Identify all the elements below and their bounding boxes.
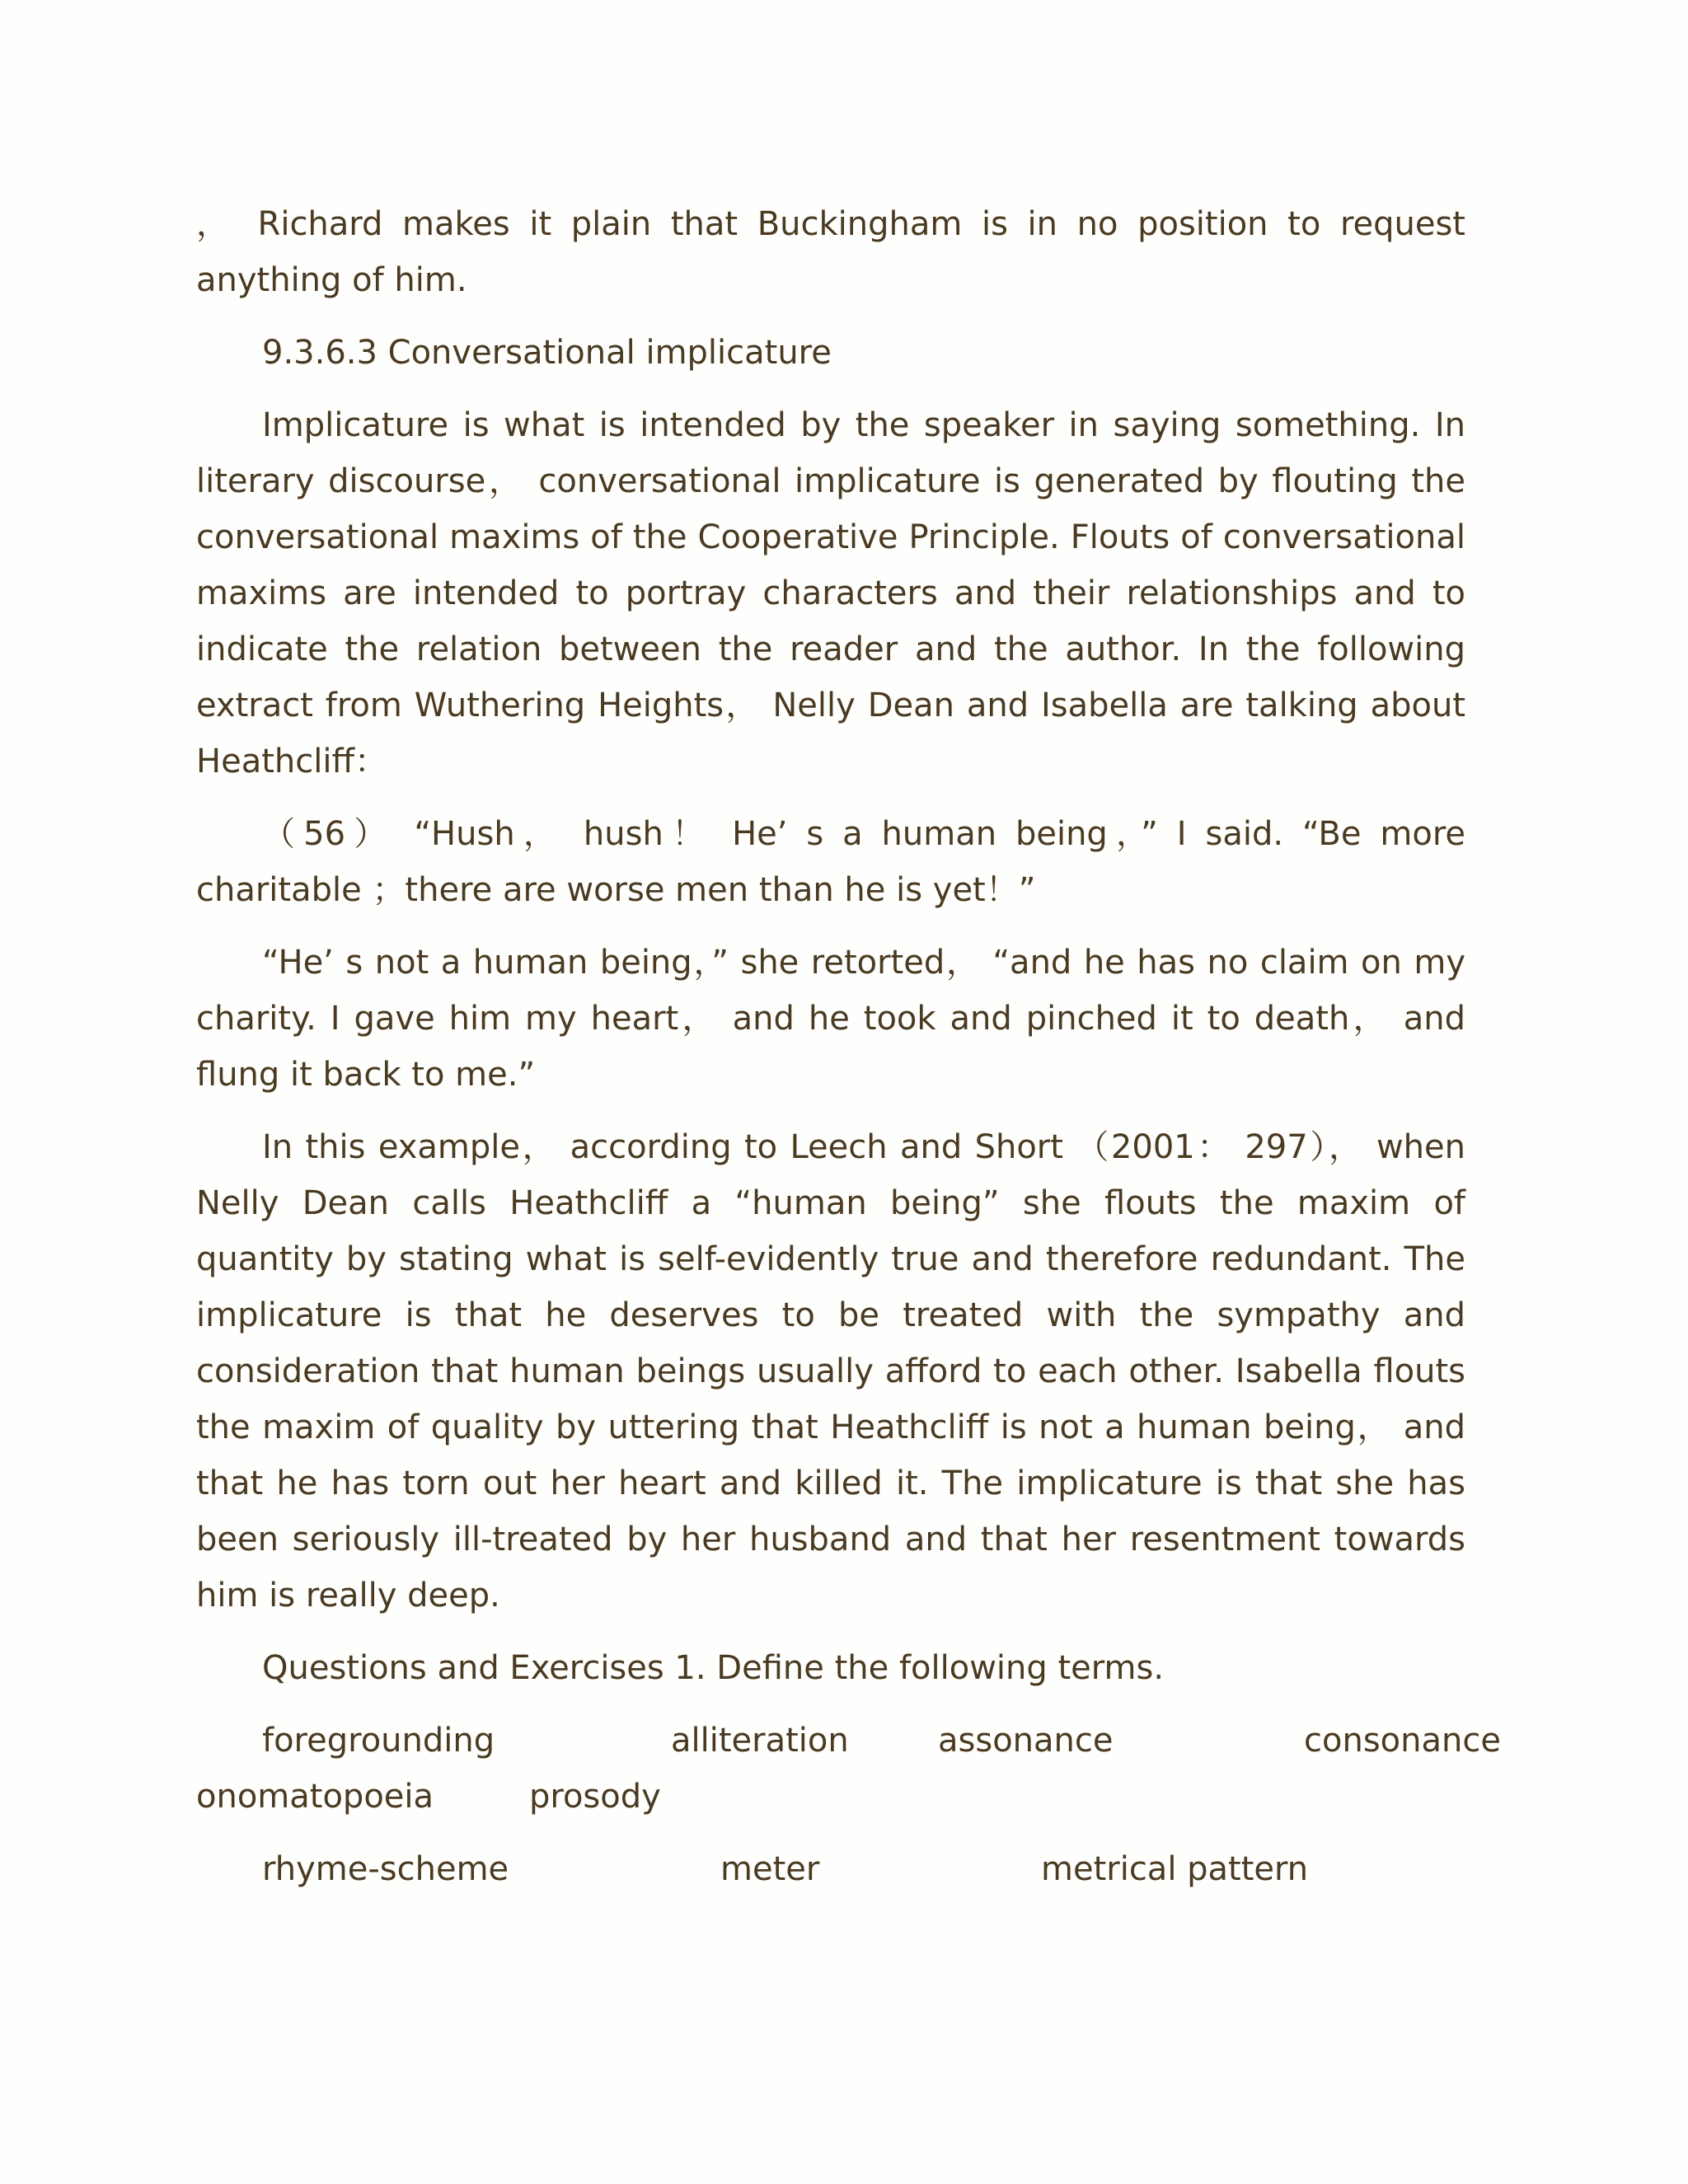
term-item: prosody [529,1778,661,1816]
term-item: meter [720,1850,820,1888]
terms-list-2 [196,1841,1465,1897]
paragraph-implicature-intro: Implicature is what is intended by the speaker in saying something. In literary discourse， conversational implicature is generated by flouting the conversational maxims of the Cooperative Principle. Flouts of conversational maxims are intended to portray characters and their relationships and to indicate the relation between the reader and the author. In the following extract from Wuthering Heights， Nelly Dean and Isabella are talking about Heathcliff： [196,406,1465,780]
term-item: metrical pattern [1041,1850,1309,1888]
quote-example-56: （56） “Hush， hush！ He’ s a human being，” I said. “Be more charitable ；there are worse men than he is yet！” [196,815,1465,909]
paragraph-continuation: ， Richard makes it plain that Buckingham is in no position to request anything of him. [196,205,1465,299]
exercises-heading: Questions and Exercises 1. Define the following terms. [262,1649,1165,1687]
term-item: assonance [938,1722,1114,1760]
section-heading: 9.3.6.3 Conversational implicature [262,334,832,372]
term-item: alliteration [671,1722,849,1760]
quote-isabella: “He’ s not a human being，” she retorted， “and he has no claim on my charity. I gave him my heart， and he took and pinched it to death， and flung it back to me.” [196,944,1465,1094]
term-item: onomatopoeia [196,1778,434,1816]
document-page [196,196,1501,1914]
terms-list-1 [196,1713,1501,1825]
paragraph-analysis: In this example， according to Leech and Short （2001： 297）， when Nelly Dean calls Heathcliff a “human being” she flouts the maxim of quantity by stating what is self-evidently true and therefore redundant. The implicature is that he deserves to be treated with the sympathy and consideration that human beings usually afford to each other. Isabella flouts the maxim of quality by uttering that Heathcliff is not a human being， and that he has torn out her heart and killed it. The implicature is that she has been seriously ill-treated by her husband and that her resentment towards him is really deep. [196,1128,1465,1615]
term-item: foregrounding [262,1722,495,1760]
term-item: consonance [1304,1722,1501,1760]
term-item: rhyme-scheme [262,1850,509,1888]
